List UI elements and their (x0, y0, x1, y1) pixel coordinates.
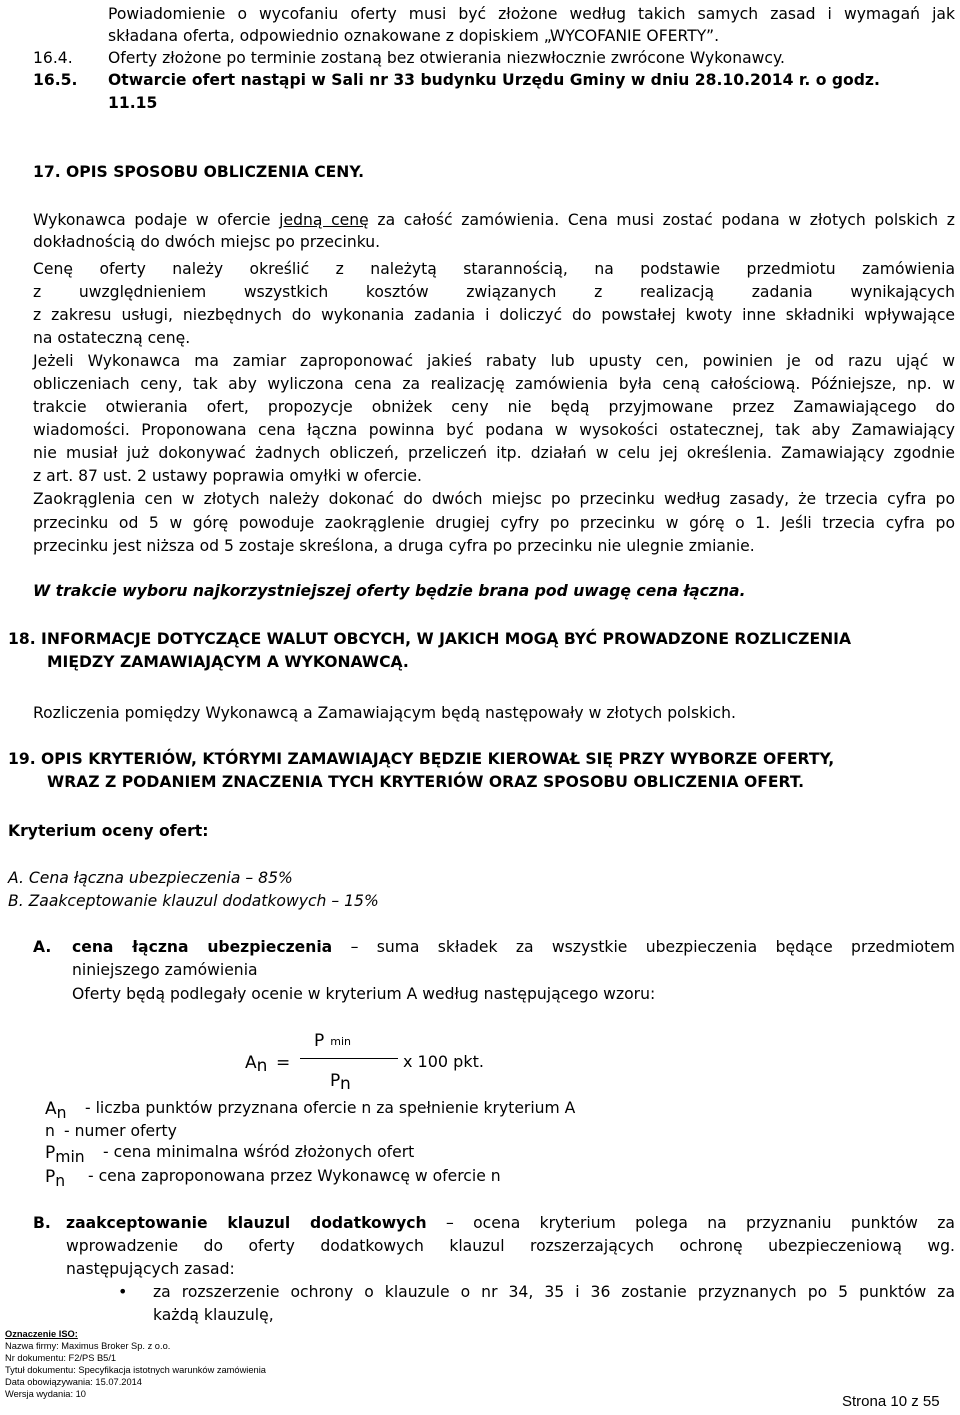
criterion-a: A. Cena łączna ubezpieczenia – 85% (8, 869, 293, 887)
criterion-b-line2: wprowadzenie do oferty dodatkowych klauzul rozszerzających ochronę ubezpieczeniową wg. (66, 1237, 955, 1255)
bullet-1-line2: każdą klauzulę, (153, 1306, 274, 1324)
section-18-text: Rozliczenia pomiędzy Wykonawcą a Zamawiającym będą następowały w złotych polskich. (33, 704, 736, 722)
s17-p3-line6: z art. 87 ust. 2 ustawy poprawia omyłki w ofercie. (33, 467, 422, 485)
criterion-a-line1: cena łączna ubezpieczenia – suma składek za wszystkie ubezpieczenia będące przedmiotem (72, 938, 955, 956)
criterion-a-line2: niniejszego zamówienia (72, 961, 258, 979)
legend-desc: - cena zaproponowana przez Wykonawcę w ofercie n (88, 1167, 501, 1185)
s17-p3-line4: wiadomości. Proponowana cena łączna powinna być podana w wysokości ostatecznej, tak aby Zamawiający (33, 421, 955, 439)
bullet-icon: • (118, 1282, 128, 1301)
legend-item: An (45, 1099, 67, 1122)
criterion-b-letter: B. (33, 1214, 51, 1232)
item-16-4-text: Oferty złożone po terminie zostaną bez otwierania niezwłocznie zwrócone Wykonawcy. (108, 49, 785, 67)
formula-numerator: Pmin (314, 1031, 352, 1051)
item-16-5-time: 11.15 (108, 94, 158, 112)
s17-p3-line1: Jeżeli Wykonawca ma zamiar zaproponować jakieś rabaty lub upusty cen, powinien je od razu ująć w (33, 352, 955, 370)
criterion-b-line1: zaakceptowanie klauzul dodatkowych – ocena kryterium polega na przyznaniu punktów za (66, 1214, 955, 1232)
s17-p1-line1: Wykonawca podaje w ofercie jedną cenę za całość zamówienia. Cena musi zostać podana w złotych polskich z (33, 211, 955, 229)
s17-emphasis: W trakcie wyboru najkorzystniejszej oferty będzie brana pod uwagę cena łączna. (33, 582, 746, 600)
legend-item: Pmin (45, 1143, 85, 1166)
s17-p4-line3: przecinku jest niższa od 5 zostaje skreślona, a druga cyfra po przecinku nie ulegnie zmianie. (33, 537, 755, 555)
legend-desc: - liczba punktów przyznana ofercie n za spełnienie kryterium A (85, 1099, 576, 1117)
s17-p3-line2: obliczeniach ceny, tak aby wyliczona cena za realizację zamówienia była ceną całościową. Późniejsze, np. w (33, 375, 955, 393)
formula-equals: = (276, 1053, 291, 1073)
footer-doc-title: Tytuł dokumentu: Specyfikacja istotnych warunków zamówienia (5, 1365, 266, 1375)
legend-desc: - numer oferty (64, 1122, 177, 1140)
s17-p2-line2: z uwzględnieniem wszystkich kosztów związanych z realizacją zadania wynikających (33, 283, 955, 301)
criterion-b: B. Zaakceptowanie klauzul dodatkowych – 15% (8, 892, 379, 910)
footer-version: Wersja wydania: 10 (5, 1389, 86, 1399)
s17-p4-line2: przecinku od 5 w górę powoduje zaokrąglenie drugiej cyfry po przecinku w górę o 1. Jeśli trzecia cyfra po (33, 514, 955, 532)
criteria-label: Kryterium oceny ofert: (8, 822, 209, 840)
legend-item: n (45, 1122, 55, 1140)
formula-denominator: Pn (330, 1071, 351, 1094)
top-line-1: Powiadomienie o wycofaniu oferty musi być złożone według takich samych zasad i wymagań jak (108, 5, 955, 23)
footer-date: Data obowiązywania: 15.07.2014 (5, 1377, 142, 1387)
section-19-heading-line2: WRAZ Z PODANIEM ZNACZENIA TYCH KRYTERIÓW ORAZ SPOSOBU OBLICZENIA OFERT. (47, 773, 805, 791)
footer-doc-number: Nr dokumentu: F2/PS B5/1 (5, 1353, 117, 1363)
item-16-5-text: Otwarcie ofert nastąpi w Sali nr 33 budynku Urzędu Gminy w dniu 28.10.2014 r. o godz. (108, 71, 880, 89)
s17-p2-line1: Cenę oferty należy określić z należytą starannością, na podstawie przedmiotu zamówienia (33, 260, 955, 278)
s17-p3-line3: trakcie otwierania ofert, propozycje obniżek ceny nie będą przyjmowane przez Zamawiającego do (33, 398, 955, 416)
legend-desc: - cena minimalna wśród złożonych ofert (103, 1143, 415, 1161)
item-16-5-number: 16.5. (33, 71, 78, 89)
footer-company: Nazwa firmy: Maximus Broker Sp. z o.o. (5, 1341, 171, 1351)
top-line-2: składana oferta, odpowiednio oznakowane z dopiskiem „WYCOFANIE OFERTY”. (108, 27, 720, 45)
s17-p1-line2: dokładnością do dwóch miejsc po przecinku. (33, 233, 381, 251)
s17-p3-line5: nie musiał już dokonywać żadnych obliczeń, przeliczeń itp. działań w celu jej określenia. Zamawiający zgodnie (33, 444, 955, 462)
criterion-a-letter: A. (33, 938, 52, 956)
s17-p2-line4: na ostateczną cenę. (33, 329, 191, 347)
footer-iso-label: Oznaczenie ISO: (5, 1329, 78, 1339)
item-16-4-number: 16.4. (33, 49, 73, 67)
bullet-1-line1: za rozszerzenie ochrony o klauzule o nr 34, 35 i 36 zostanie przyznanych po 5 punktów za (153, 1283, 955, 1301)
criterion-a-line3: Oferty będą podlegały ocenie w kryterium A według następującego wzoru: (72, 985, 656, 1003)
s17-p2-line3: z zakresu usługi, niezbędnych do wykonania zadania i doliczyć do powstałej kwoty inne składniki wpływające (33, 306, 955, 324)
section-18-heading-line2: MIĘDZY ZAMAWIAJĄCYM A WYKONAWCĄ. (47, 653, 409, 671)
formula-fraction-bar (300, 1058, 398, 1059)
page-number: Strona 10 z 55 (842, 1393, 940, 1410)
formula-lhs: An (245, 1053, 268, 1076)
legend-item: Pn (45, 1167, 66, 1190)
s17-p4-line1: Zaokrąglenia cen w złotych należy dokonać do dwóch miejsc po przecinku według zasady, że trzecia cyfra po (33, 490, 955, 508)
criterion-b-line3: następujących zasad: (66, 1260, 235, 1278)
formula-multiplier: x 100 pkt. (403, 1052, 484, 1071)
section-18-heading-line1: 18. INFORMACJE DOTYCZĄCE WALUT OBCYCH, W JAKICH MOGĄ BYĆ PROWADZONE ROZLICZENIA (8, 630, 852, 648)
section-17-heading: 17. OPIS SPOSOBU OBLICZENIA CENY. (33, 163, 364, 181)
section-19-heading-line1: 19. OPIS KRYTERIÓW, KTÓRYMI ZAMAWIAJĄCY BĘDZIE KIEROWAŁ SIĘ PRZY WYBORZE OFERTY, (8, 750, 835, 768)
